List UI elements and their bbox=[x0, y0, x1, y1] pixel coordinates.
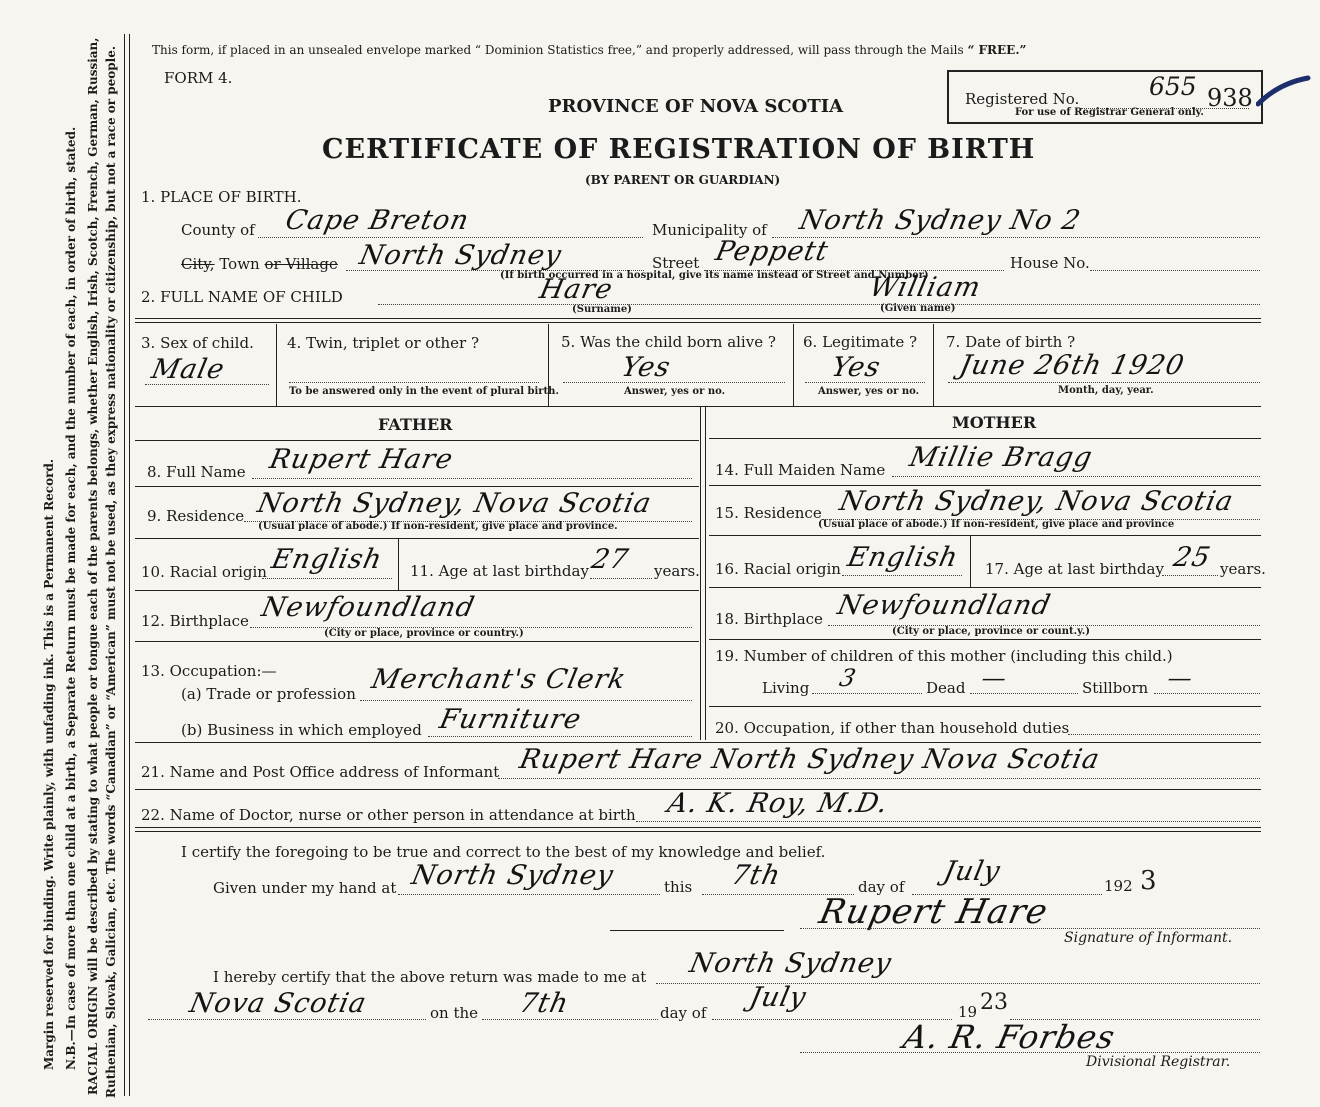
certify-year-prefix: 192 bbox=[1104, 877, 1133, 895]
child-given-name: William bbox=[866, 272, 984, 303]
sex-label: 3. Sex of child. bbox=[141, 334, 254, 352]
registrar-statement: I hereby certify that the above return was made to me at bbox=[213, 968, 647, 986]
registrar-signature: A. R. Forbes bbox=[899, 1018, 1119, 1056]
margin-note-1: Margin reserved for binding. Write plainly, with unfading ink. This is a Permanent Record. bbox=[42, 458, 56, 1070]
certify-day-value: 7th bbox=[728, 860, 784, 891]
dob-label: 7. Date of birth ? bbox=[946, 333, 1076, 351]
certify-day-of-label: day of bbox=[858, 878, 905, 896]
place-of-birth-heading: 1. PLACE OF BIRTH. bbox=[141, 188, 302, 206]
child-surname: Hare bbox=[536, 274, 616, 305]
father-racial-value: English bbox=[268, 544, 386, 575]
mother-birthplace-value: Newfoundland bbox=[834, 590, 1054, 621]
hospital-note: (If birth occurred in a hospital, give its name instead of Street and Number) bbox=[500, 270, 929, 281]
legitimate-caption: Answer, yes or no. bbox=[818, 386, 920, 397]
street-value: Peppett bbox=[712, 236, 832, 267]
father-name-label: 8. Full Name bbox=[147, 463, 246, 481]
father-business-label: (b) Business in which employed bbox=[181, 721, 422, 739]
mother-residence-label: 15. Residence bbox=[715, 504, 822, 522]
mother-residence-value: North Sydney, Nova Scotia bbox=[836, 486, 1237, 517]
ink-mark bbox=[1256, 74, 1312, 114]
legitimate-label: 6. Legitimate ? bbox=[803, 333, 918, 351]
registrar-day-value: 7th bbox=[516, 988, 572, 1019]
father-birthplace-value: Newfoundland bbox=[258, 592, 478, 623]
informant-signature-caption: Signature of Informant. bbox=[1064, 930, 1233, 946]
municipality-label: Municipality of bbox=[652, 221, 767, 239]
town-value: North Sydney bbox=[356, 240, 565, 271]
dob-value: June 26th 1920 bbox=[956, 350, 1188, 381]
father-birthplace-note: (City or place, province or country.) bbox=[324, 628, 524, 639]
informant-signature: Rupert Hare bbox=[815, 892, 1052, 932]
doctor-label: 22. Name of Doctor, nurse or other person in attendance at birth bbox=[141, 806, 636, 824]
mail-note bbox=[152, 43, 1026, 57]
informant-label: 21. Name and Post Office address of Informant bbox=[141, 763, 500, 781]
child-name-label: 2. FULL NAME OF CHILD bbox=[141, 288, 343, 306]
ink-stroke-icon bbox=[1256, 74, 1312, 110]
alive-caption: Answer, yes or no. bbox=[624, 386, 726, 397]
stillborn-label: Stillborn bbox=[1082, 679, 1149, 697]
informant-value: Rupert Hare North Sydney Nova Scotia bbox=[516, 744, 1103, 775]
certify-year-suffix: 3 bbox=[1140, 866, 1157, 896]
father-age-value: 27 bbox=[588, 544, 632, 575]
father-heading: FATHER bbox=[378, 415, 453, 434]
city-struck: City, bbox=[181, 255, 215, 273]
father-age-years: years. bbox=[654, 562, 700, 580]
registrar-month-value: July bbox=[746, 982, 810, 1013]
dead-label: Dead bbox=[926, 679, 966, 697]
father-residence-note: (Usual place of abode.) If non-resident, give place and province. bbox=[258, 521, 618, 532]
father-racial-label: 10. Racial origin bbox=[141, 563, 267, 581]
town-word: Town bbox=[219, 255, 260, 273]
father-birthplace-label: 12. Birthplace bbox=[141, 612, 249, 630]
registrar-caption: Divisional Registrar. bbox=[1086, 1054, 1231, 1070]
form-number: FORM 4. bbox=[164, 69, 233, 87]
father-residence-label: 9. Residence bbox=[147, 507, 245, 525]
stillborn-value: — bbox=[1165, 664, 1196, 692]
dead-value: — bbox=[979, 664, 1010, 692]
living-label: Living bbox=[762, 679, 810, 697]
surname-caption: (Surname) bbox=[572, 304, 632, 315]
certificate-title: CERTIFICATE OF REGISTRATION OF BIRTH bbox=[322, 134, 1036, 165]
father-name-value: Rupert Hare bbox=[266, 444, 457, 475]
town-label bbox=[181, 255, 338, 273]
mother-occupation-label: 20. Occupation, if other than household duties bbox=[715, 719, 1070, 737]
margin-rule bbox=[124, 34, 125, 1096]
county-value: Cape Breton bbox=[282, 205, 473, 236]
father-business-value: Furniture bbox=[436, 704, 585, 735]
province-heading: PROVINCE OF NOVA SCOTIA bbox=[548, 96, 844, 117]
mother-age-years: years. bbox=[1220, 560, 1266, 578]
given-place-value: North Sydney bbox=[408, 860, 617, 891]
margin-note-3: RACIAL ORIGIN will be described by stating to what people or tongue each of the parents belongs, whether English, Irish, Scotch, French, German, Russian, bbox=[86, 37, 100, 1095]
street-label: Street bbox=[652, 254, 700, 272]
father-trade-value: Merchant's Clerk bbox=[368, 664, 630, 695]
mother-birthplace-note: (City or place, province or count.y.) bbox=[892, 626, 1090, 637]
registrar-year-suffix: 23 bbox=[980, 990, 1008, 1015]
given-under-label: Given under my hand at bbox=[213, 879, 397, 897]
alive-value: Yes bbox=[618, 352, 674, 383]
father-age-label: 11. Age at last birthday bbox=[410, 562, 589, 580]
mother-birthplace-label: 18. Birthplace bbox=[715, 610, 823, 628]
father-trade-label: (a) Trade or profession bbox=[181, 685, 356, 703]
twin-label: 4. Twin, triplet or other ? bbox=[287, 334, 479, 352]
mother-children-label: 19. Number of children of this mother (including this child.) bbox=[715, 647, 1173, 665]
house-label: House No. bbox=[1010, 254, 1090, 272]
certify-statement: I certify the foregoing to be true and correct to the best of my knowledge and belief. bbox=[181, 843, 826, 861]
living-value: 3 bbox=[837, 664, 860, 692]
mother-age-value: 25 bbox=[1170, 542, 1214, 573]
given-caption: (Given name) bbox=[880, 303, 956, 314]
registered-box bbox=[947, 70, 1263, 124]
alive-label: 5. Was the child born alive ? bbox=[561, 333, 776, 351]
registrar-place-value: North Sydney bbox=[686, 948, 895, 979]
mother-heading: MOTHER bbox=[952, 413, 1037, 432]
registered-label: Registered No. bbox=[965, 90, 1080, 108]
municipality-value: North Sydney No 2 bbox=[796, 205, 1084, 236]
doctor-value: A. K. Roy, M.D. bbox=[664, 788, 892, 819]
sex-value: Male bbox=[148, 354, 228, 385]
mother-name-value: Millie Bragg bbox=[906, 442, 1096, 473]
twin-note: To be answered only in the event of plural birth. bbox=[289, 386, 559, 397]
this-label: this bbox=[664, 878, 693, 896]
mother-residence-note: (Usual place of abode.) If non-resident, give place and province bbox=[818, 519, 1175, 530]
mail-note-free: “ FREE.” bbox=[967, 43, 1027, 57]
mother-racial-label: 16. Racial origin bbox=[715, 560, 841, 578]
registrar-year-prefix: 19 bbox=[958, 1003, 978, 1021]
margin-note-4: Ruthenian, Slovak, Galician, etc. The words “Canadian” or “American” must not be used, as they express nationality or citizenship, but not a race or people. bbox=[104, 45, 118, 1098]
mother-name-label: 14. Full Maiden Name bbox=[715, 461, 886, 479]
on-the-label: on the bbox=[430, 1004, 479, 1022]
registrar-day-of-label: day of bbox=[660, 1004, 707, 1022]
dob-caption: Month, day, year. bbox=[1058, 385, 1154, 396]
certify-month-value: July bbox=[940, 856, 1004, 887]
margin-rule-inner bbox=[129, 34, 130, 1096]
mail-note-text: This form, if placed in an unsealed envelope marked “ Dominion Statistics free,” and properly addressed, will pass through the Mails bbox=[152, 43, 964, 57]
father-occupation-label: 13. Occupation:— bbox=[141, 662, 277, 680]
father-residence-value: North Sydney, Nova Scotia bbox=[254, 488, 655, 519]
registered-value: 655 bbox=[1149, 72, 1197, 101]
registered-number: 938 bbox=[1207, 84, 1253, 112]
registrar-note: For use of Registrar General only. bbox=[1015, 107, 1204, 118]
mother-racial-value: English bbox=[844, 542, 962, 573]
certificate-subtitle: (BY PARENT OR GUARDIAN) bbox=[585, 173, 781, 187]
county-label: County of bbox=[181, 221, 255, 239]
village-struck: or Village bbox=[264, 255, 338, 273]
mother-age-label: 17. Age at last birthday bbox=[985, 560, 1164, 578]
registrar-place-value-2: Nova Scotia bbox=[186, 988, 370, 1019]
margin-note-2: N.B.—In case of more than one child at a birth, a Separate Return must be made for each, and the number of each, in order of birth, stated. bbox=[64, 126, 78, 1070]
legitimate-value: Yes bbox=[828, 352, 884, 383]
